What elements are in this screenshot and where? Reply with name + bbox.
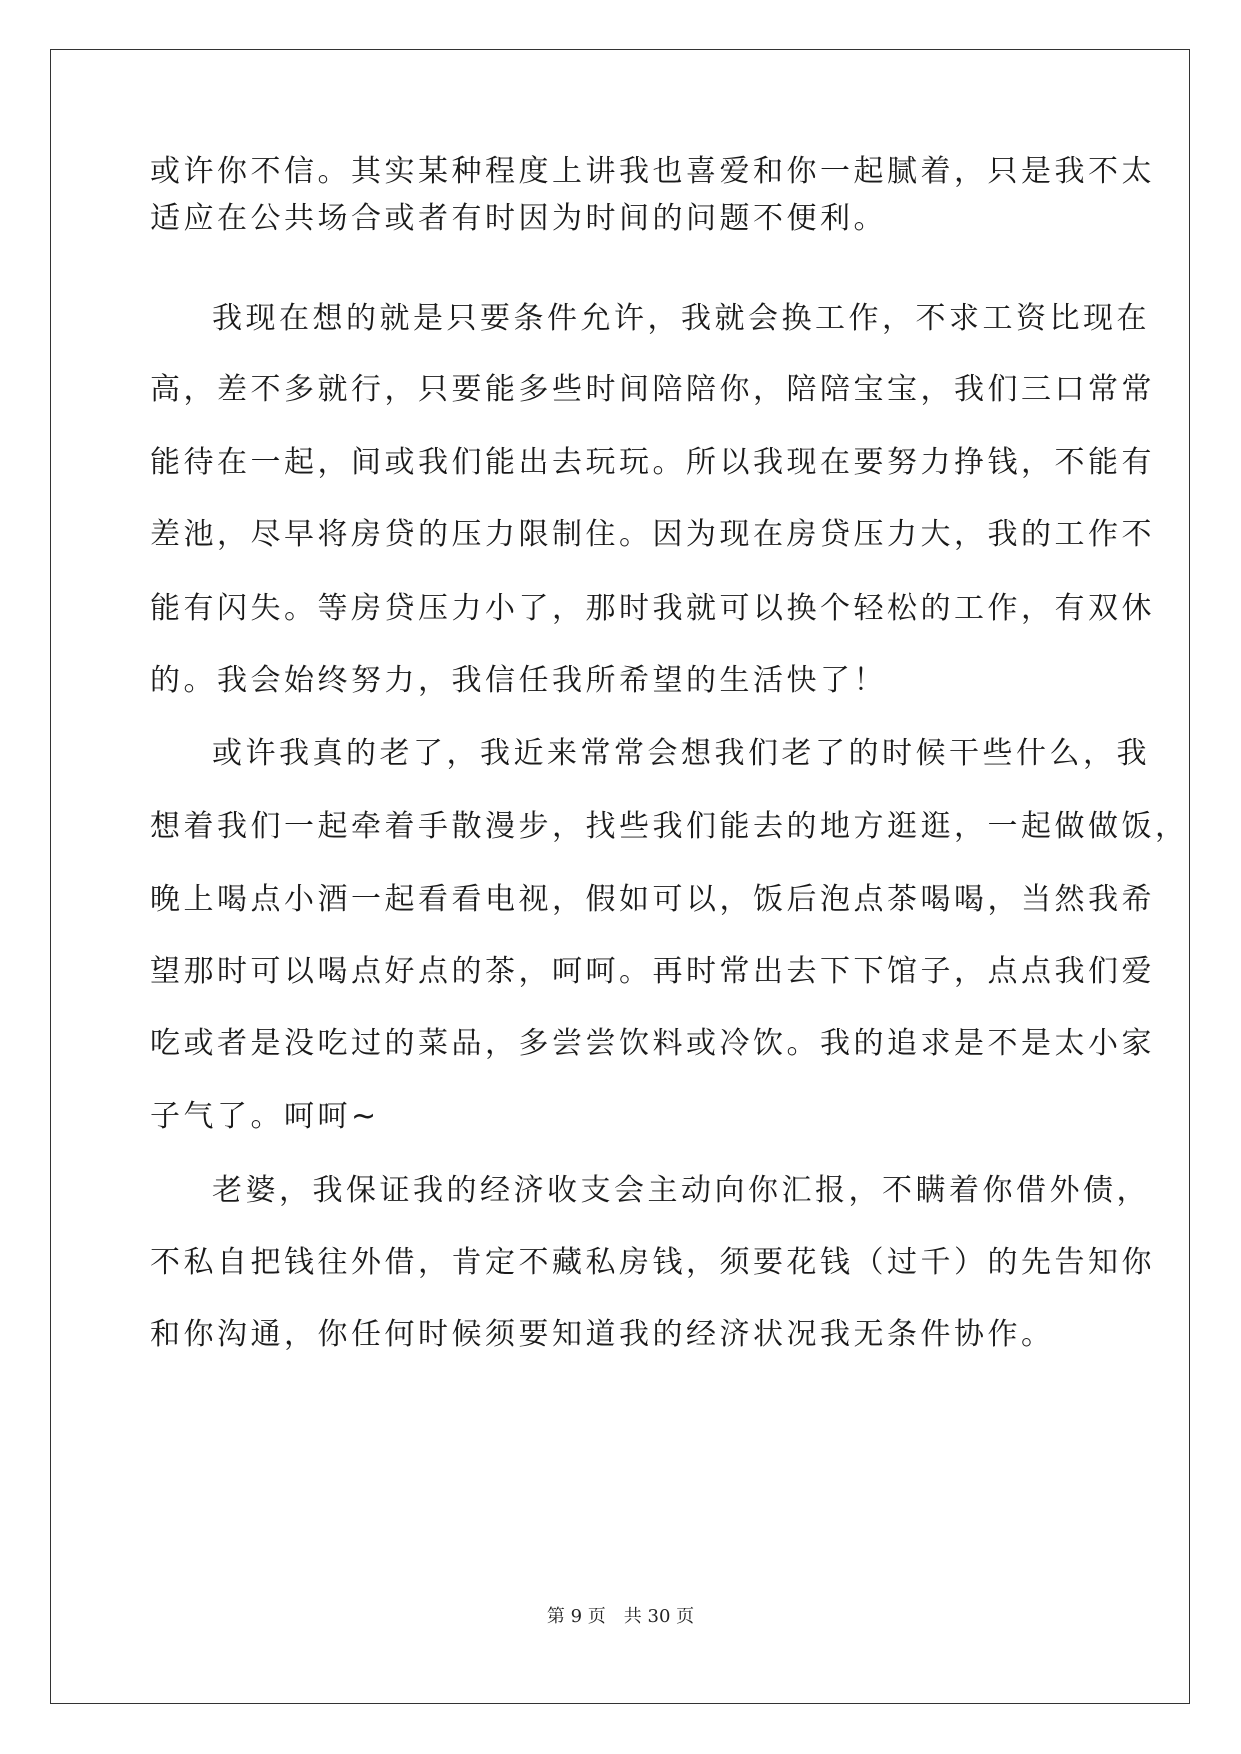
text-line: 高，差不多就行，只要能多些时间陪陪你，陪陪宝宝，我们三口常常	[150, 372, 1155, 407]
text-line: 晚上喝点小酒一起看看电视，假如可以，饭后泡点茶喝喝，当然我希	[150, 882, 1155, 917]
page-border	[50, 49, 1190, 1704]
text-line: 不私自把钱往外借，肯定不藏私房钱，须要花钱（过千）的先告知你	[150, 1245, 1155, 1280]
text-line: 我现在想的就是只要条件允许，我就会换工作，不求工资比现在	[212, 301, 1150, 336]
text-line: 或许我真的老了，我近来常常会想我们老了的时候干些什么，我	[212, 736, 1150, 771]
text-line: 能待在一起，间或我们能出去玩玩。所以我现在要努力挣钱，不能有	[150, 445, 1155, 480]
page-footer	[0, 1606, 1241, 1628]
text-line: 吃或者是没吃过的菜品，多尝尝饮料或冷饮。我的追求是不是太小家	[150, 1026, 1155, 1061]
page-number: 第 9 页 共 30 页	[546, 1606, 695, 1627]
text-line: 适应在公共场合或者有时因为时间的问题不便利。	[150, 201, 887, 236]
text-line: 望那时可以喝点好点的茶，呵呵。再时常出去下下馆子，点点我们爱	[150, 954, 1155, 989]
text-line: 想着我们一起牵着手散漫步，找些我们能去的地方逛逛，一起做做饭，	[150, 809, 1189, 844]
text-line: 差池，尽早将房贷的压力限制住。因为现在房贷压力大，我的工作不	[150, 517, 1155, 552]
text-line: 老婆，我保证我的经济收支会主动向你汇报，不瞒着你借外债，	[212, 1173, 1150, 1208]
text-line: 和你沟通，你任何时候须要知道我的经济状况我无条件协作。	[150, 1317, 1055, 1352]
text-line: 子气了。呵呵~	[150, 1099, 380, 1134]
text-line: 的。我会始终努力，我信任我所希望的生活快了！	[150, 663, 887, 698]
text-line: 能有闪失。等房贷压力小了，那时我就可以换个轻松的工作，有双休	[150, 591, 1155, 626]
text-line: 或许你不信。其实某种程度上讲我也喜爱和你一起腻着，只是我不太	[150, 154, 1155, 189]
